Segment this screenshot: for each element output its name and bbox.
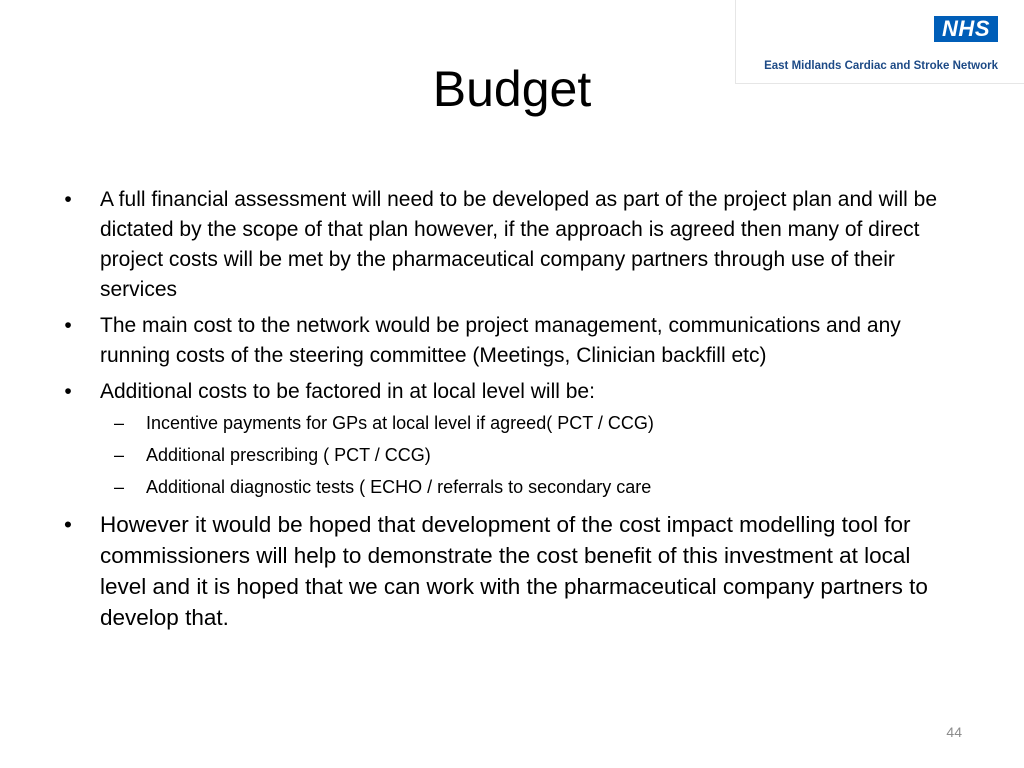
sub-bullet-text: Additional prescribing ( PCT / CCG) [146, 445, 431, 465]
sub-bullet-item [70, 407, 960, 439]
network-name: East Midlands Cardiac and Stroke Network [764, 60, 998, 72]
sub-bullet-symbol: – [114, 445, 125, 465]
nhs-logo: NHS [934, 16, 998, 42]
bullet-symbol: • [64, 314, 72, 337]
bullet-item [64, 185, 960, 305]
sub-bullet-symbol: – [114, 413, 125, 433]
sub-bullet-item [70, 439, 960, 471]
bullet-text: A full financial assessment will need to be developed as part of the project plan and will be dictated by the scope of that plan however, if the approach is agreed then many of direct project costs will be met by the pharmaceutical company partners through use of their services [100, 188, 938, 301]
sub-bullet-text: Incentive payments for GPs at local level if agreed( PCT / CCG) [146, 413, 654, 433]
page-number: 44 [946, 724, 962, 740]
bullet-list [64, 185, 960, 639]
bullet-symbol: • [64, 380, 72, 403]
bullet-item [64, 377, 960, 407]
bullet-text: Additional costs to be factored in at local level will be: [100, 380, 595, 403]
bullet-item [64, 509, 960, 633]
bullet-symbol: • [64, 512, 72, 537]
sub-bullet-symbol: – [114, 477, 125, 497]
sub-bullet-text: Additional diagnostic tests ( ECHO / referrals to secondary care [146, 477, 652, 497]
bullet-symbol: • [64, 188, 72, 211]
sub-bullet-item [70, 471, 960, 503]
bullet-item [64, 311, 960, 371]
bullet-text: However it would be hoped that development of the cost impact modelling tool for commissioners will help to demonstrate the cost benefit of this investment at local level and it is hoped that we can work with the pharmaceutical company partners to develop that. [100, 512, 928, 630]
slide-title: Budget [432, 61, 592, 117]
bullet-text: The main cost to the network would be project management, communications and any running costs of the steering committee (Meetings, Clinician backfill etc) [100, 314, 901, 367]
